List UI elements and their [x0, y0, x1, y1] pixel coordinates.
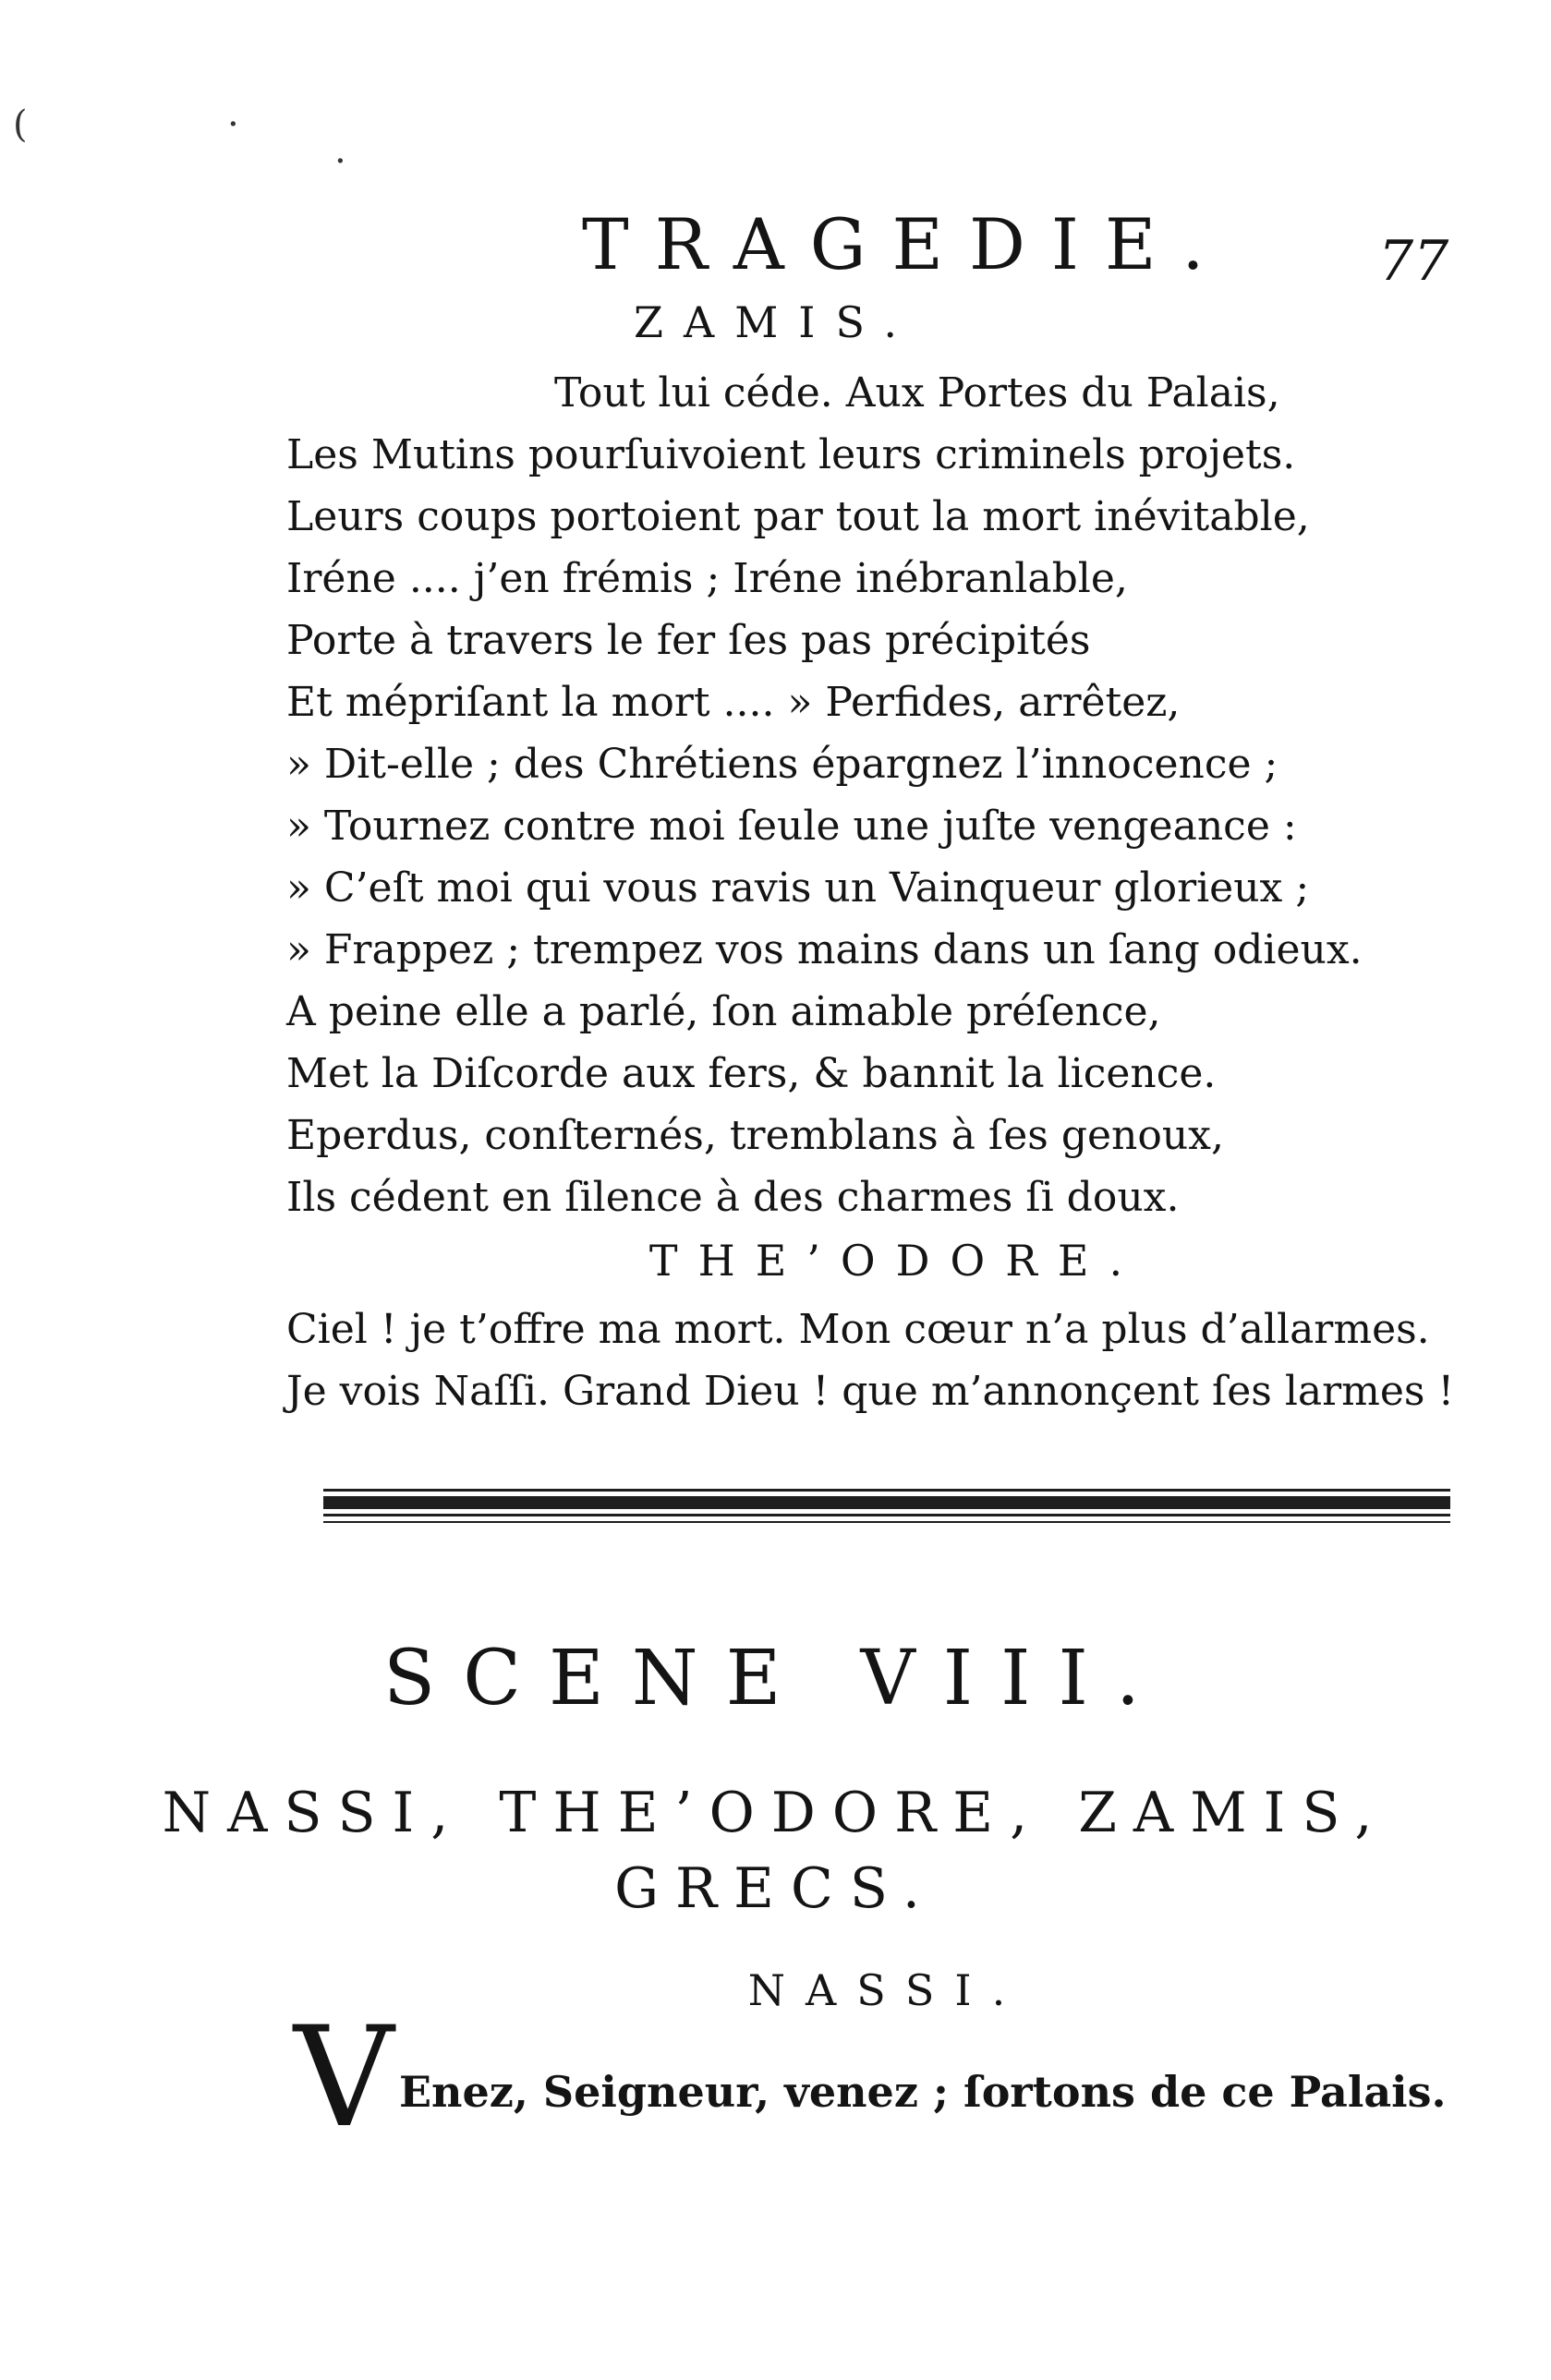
- verse-line: Tout lui céde. Aux Portes du Palais,: [554, 369, 1280, 417]
- speaker-name: NASSI.: [747, 1965, 1026, 2015]
- scene-title: SCENE VIII.: [383, 1635, 1168, 1722]
- stray-mark: (: [13, 103, 28, 146]
- verse-line: Met la Diſcorde aux fers, & bannit la licence.: [286, 1050, 1217, 1097]
- verse-line: Iréne .... j’en frémis ; Iréne inébranlable,: [286, 555, 1128, 602]
- stray-mark: .: [227, 92, 239, 135]
- page-header: [0, 203, 1551, 294]
- verse-line: » Tournez contre moi ſeule une juſte vengeance :: [286, 803, 1297, 850]
- speaker-name: THE’ODORE.: [648, 1236, 1144, 1286]
- verse-line: » Frappez ; trempez vos mains dans un ſang odieux.: [286, 926, 1363, 973]
- verse-line: Je vois Naſſi. Grand Dieu ! que m’annonçent ſes larmes !: [286, 1368, 1455, 1415]
- cast-list: GRECS.: [614, 1856, 937, 1921]
- speaker-name: ZAMIS.: [634, 297, 917, 347]
- verse-line: Enez, Seigneur, venez ; ſortons de ce Palais.: [399, 2067, 1447, 2117]
- speech-theodore: [286, 1299, 1454, 1422]
- verse-line: Eperdus, conſternés, tremblans à ſes genoux,: [286, 1112, 1224, 1159]
- speech-zamis: [286, 362, 1363, 1228]
- verse-line: » Dit-elle ; des Chrétiens épargnez l’innocence ;: [286, 741, 1278, 788]
- verse-line: Porte à travers le fer ſes pas précipités: [286, 617, 1091, 664]
- drop-cap: V: [294, 1998, 394, 2158]
- verse-line: » C’eſt moi qui vous ravis un Vainqueur glorieux ;: [286, 864, 1310, 912]
- verse-line: Ciel ! je t’offre ma mort. Mon cœur n’a plus d’allarmes.: [286, 1306, 1430, 1353]
- verse-line: Et mépriſant la mort .... » Perfides, arrêtez,: [286, 679, 1181, 726]
- ornamental-rule: [323, 1489, 1450, 1526]
- verse-line: Ils cédent en ſilence à des charmes ſi doux.: [286, 1174, 1180, 1221]
- cast-list: NASSI, THE’ODORE, ZAMIS,: [162, 1781, 1389, 1845]
- verse-line: Les Mutins pourſuivoient leurs criminels projets.: [286, 431, 1296, 478]
- verse-line: Leurs coups portoient par tout la mort inévitable,: [286, 493, 1310, 540]
- verse-line: A peine elle a parlé, ſon aimable préſence,: [286, 988, 1161, 1035]
- stray-mark: .: [334, 129, 346, 172]
- running-title: TRAGEDIE.: [582, 203, 1230, 285]
- page-number: 77: [1378, 229, 1449, 294]
